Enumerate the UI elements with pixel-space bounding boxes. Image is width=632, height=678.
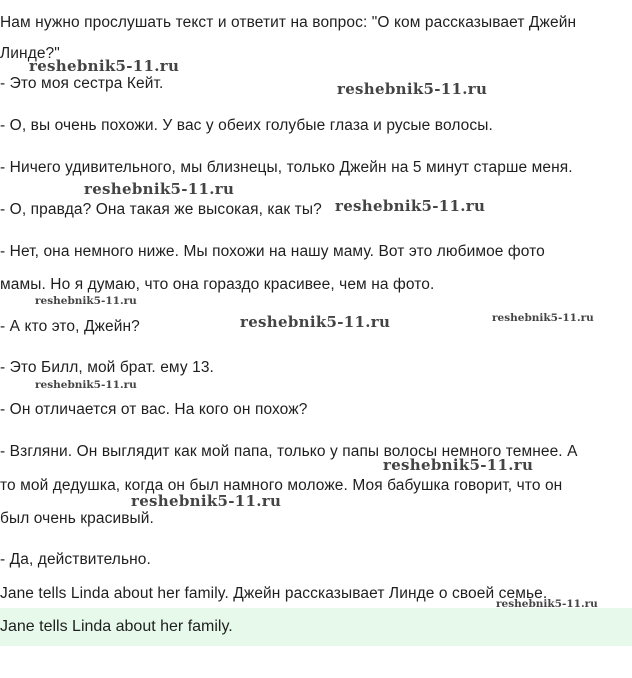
- watermark: reshebnik5-11.ru: [335, 197, 486, 215]
- watermark: reshebnik5-11.ru: [35, 379, 137, 391]
- dialogue-line: был очень красивый.: [0, 510, 154, 527]
- dialogue-line: - О, правда? Она такая же высокая, как ты?: [0, 201, 322, 218]
- question-line-2: Линде?": [0, 45, 60, 62]
- answer-text: Jane tells Linda about her family.: [0, 618, 233, 635]
- dialogue-line: мамы. Но я думаю, что она гораздо красивее, чем на фото.: [0, 276, 435, 293]
- summary-text: Jane tells Linda about her family. Джейн рассказывает Линде о своей семье.: [0, 585, 548, 602]
- watermark: reshebnik5-11.ru: [337, 80, 488, 98]
- dialogue-line: - Он отличается от вас. На кого он похож?: [0, 401, 308, 418]
- watermark: reshebnik5-11.ru: [84, 180, 235, 198]
- dialogue-line: то мой дедушка, когда он был намного моложе. Моя бабушка говорит, что он: [0, 477, 563, 494]
- watermark: reshebnik5-11.ru: [240, 313, 391, 331]
- watermark: reshebnik5-11.ru: [29, 57, 180, 75]
- dialogue-line: - О, вы очень похожи. У вас у обеих голубые глаза и русые волосы.: [0, 117, 493, 134]
- watermark: reshebnik5-11.ru: [496, 598, 598, 610]
- answer-box: [0, 608, 632, 646]
- watermark: reshebnik5-11.ru: [492, 312, 594, 324]
- dialogue-line: - Взгляни. Он выглядит как мой папа, только у папы волосы немного темнее. А: [0, 443, 578, 460]
- question-line-1: Нам нужно прослушать текст и ответит на вопрос: "О ком рассказывает Джейн: [0, 14, 577, 31]
- dialogue-line: - Нет, она немного ниже. Мы похожи на нашу маму. Вот это любимое фото: [0, 243, 545, 260]
- watermark: reshebnik5-11.ru: [131, 492, 282, 510]
- dialogue-line: - Да, действительно.: [0, 551, 151, 568]
- dialogue-line: - Это Билл, мой брат. ему 13.: [0, 359, 214, 376]
- dialogue-line: - А кто это, Джейн?: [0, 318, 140, 335]
- watermark: reshebnik5-11.ru: [383, 456, 534, 474]
- dialogue-line: - Ничего удивительного, мы близнецы, только Джейн на 5 минут старше меня.: [0, 159, 573, 176]
- watermark: reshebnik5-11.ru: [35, 295, 137, 307]
- dialogue-line: - Это моя сестра Кейт.: [0, 75, 164, 92]
